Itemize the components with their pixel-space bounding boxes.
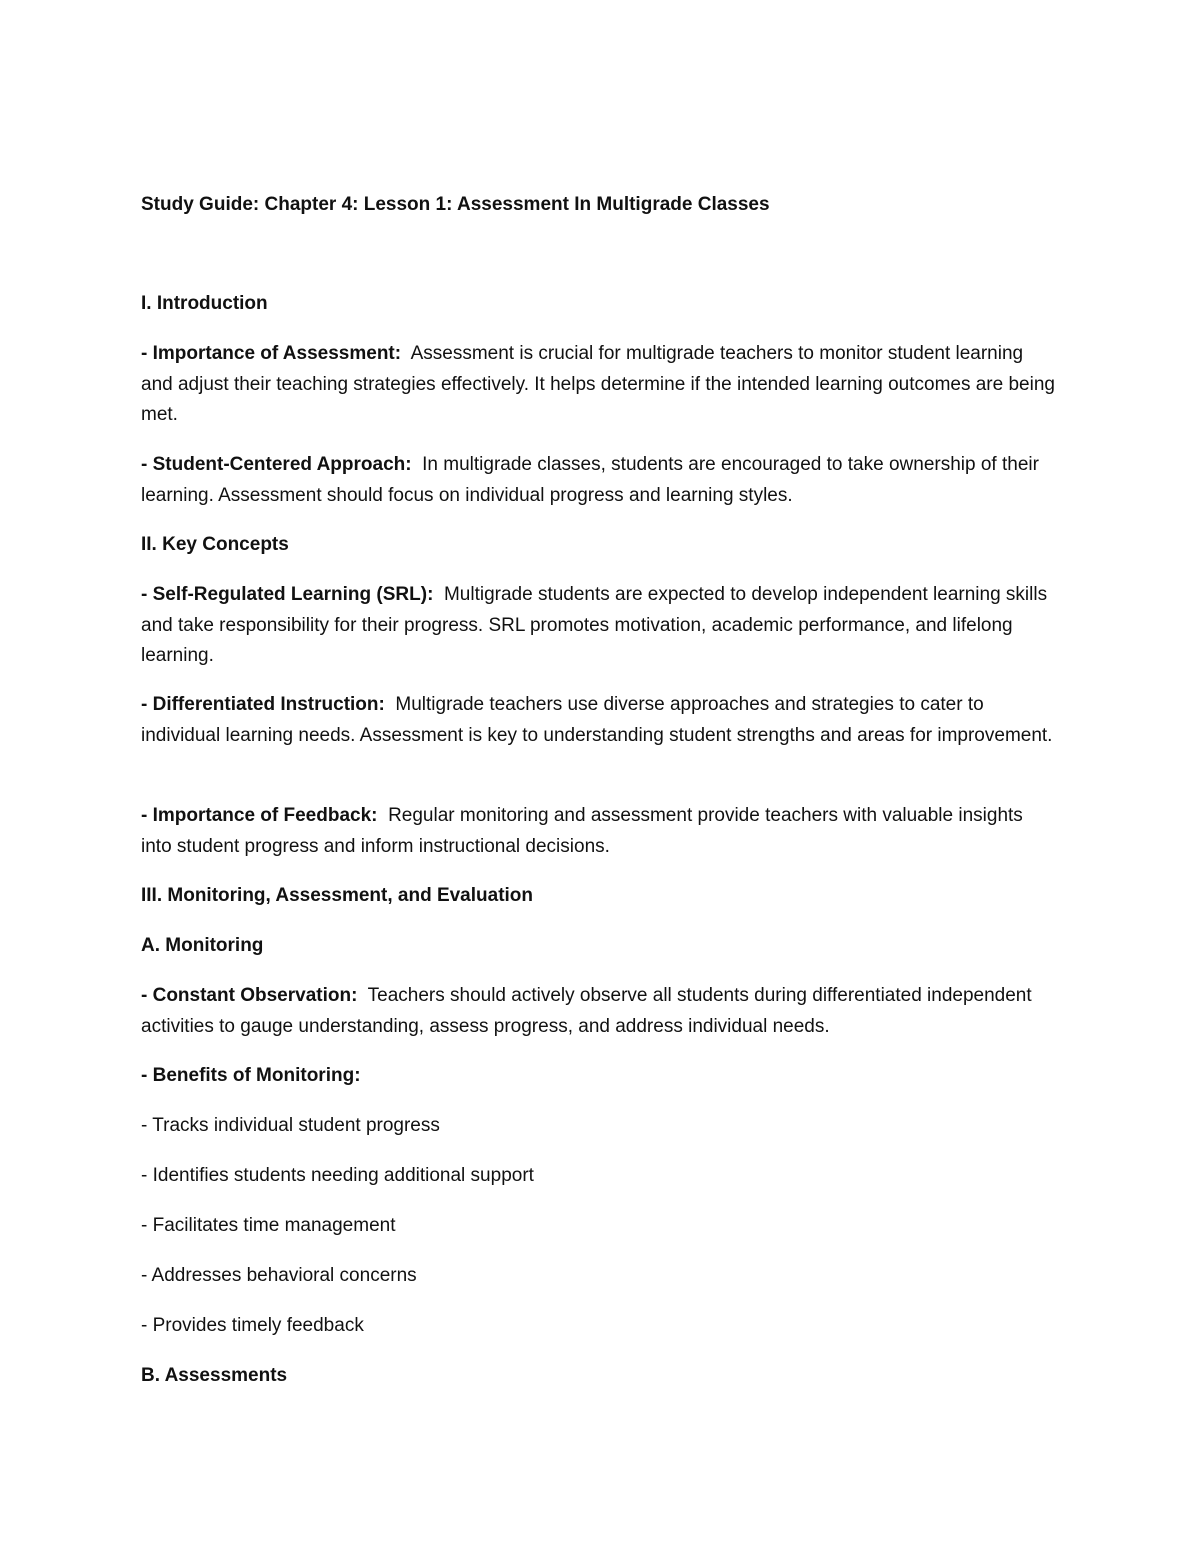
list-item: - Addresses behavioral concerns: [141, 1265, 417, 1286]
paragraph-label: - Student-Centered Approach:: [141, 454, 412, 475]
paragraph-label: - Self-Regulated Learning (SRL):: [141, 584, 434, 605]
paragraph-importance-of-feedback: [141, 801, 1056, 862]
benefits-of-monitoring-label: - Benefits of Monitoring:: [141, 1065, 361, 1086]
paragraph-text: In multigrade classes, students are encouraged to take ownership of their learning. Assessment should focus on individual progress and learning styles.: [141, 454, 1039, 506]
subsection-heading-assessments: B. Assessments: [141, 1365, 288, 1386]
list-item: - Identifies students needing additional support: [141, 1165, 534, 1186]
paragraph-text: Teachers should actively observe all students during differentiated independent activities to gauge understanding, assess progress, and address individual needs.: [141, 985, 1032, 1037]
paragraph-text: Multigrade students are expected to develop independent learning skills and take responsibility for their progress. SRL promotes motivation, academic performance, and lifelong learning.: [141, 584, 1048, 666]
paragraph-student-centered-approach: [141, 450, 1056, 511]
paragraph-text: Assessment is crucial for multigrade teachers to monitor student learning and adjust their teaching strategies effectively. It helps determine if the intended learning outcomes are being met.: [141, 343, 1055, 425]
section-heading-introduction: I. Introduction: [141, 293, 268, 314]
paragraph-label: - Importance of Feedback:: [141, 805, 378, 826]
paragraph-text: Regular monitoring and assessment provide teachers with valuable insights into student progress and inform instructional decisions.: [141, 805, 1023, 857]
paragraph-constant-observation: [141, 981, 1056, 1042]
paragraph-label: - Importance of Assessment:: [141, 343, 402, 364]
paragraph-label: - Constant Observation:: [141, 985, 358, 1006]
paragraph-text: Multigrade teachers use diverse approaches and strategies to cater to individual learning needs. Assessment is key to understanding student strengths and areas for improvement.: [141, 694, 1053, 746]
paragraph-self-regulated-learning: [141, 580, 1056, 672]
list-item: - Provides timely feedback: [141, 1315, 364, 1336]
list-item: - Facilitates time management: [141, 1215, 396, 1236]
section-heading-key-concepts: II. Key Concepts: [141, 534, 289, 555]
subsection-heading-monitoring: A. Monitoring: [141, 935, 264, 956]
paragraph-importance-of-assessment: [141, 339, 1056, 431]
list-item: - Tracks individual student progress: [141, 1115, 440, 1136]
paragraph-differentiated-instruction: [141, 690, 1056, 751]
section-heading-monitoring-assessment-evaluation: III. Monitoring, Assessment, and Evaluation: [141, 885, 534, 906]
paragraph-label: - Differentiated Instruction:: [141, 694, 385, 715]
document-title: Study Guide: Chapter 4: Lesson 1: Assessment In Multigrade Classes: [141, 194, 770, 215]
